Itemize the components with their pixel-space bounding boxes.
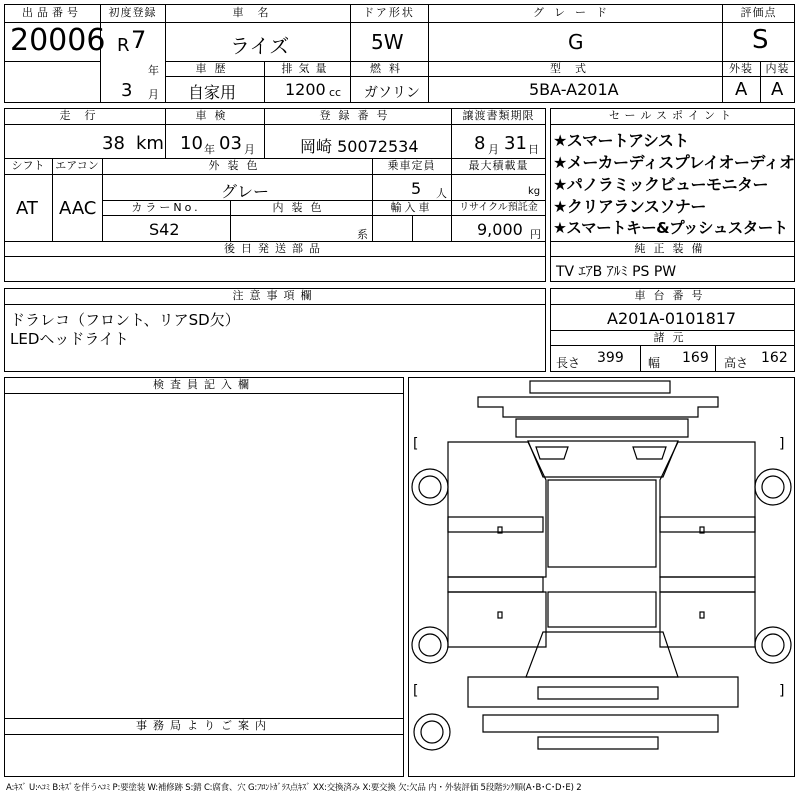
lot-number: 20006 bbox=[10, 23, 106, 58]
mileage-label: 走行 bbox=[59, 109, 110, 122]
month-unit: 月 bbox=[148, 88, 159, 101]
inspection-month-unit: 月 bbox=[244, 143, 255, 156]
recycle-label: リサイクル預託金 bbox=[459, 202, 538, 213]
interior-color-unit: 系 bbox=[357, 228, 368, 241]
exterior-label: 外装 bbox=[729, 62, 753, 75]
mileage-unit: km bbox=[136, 133, 164, 154]
width: 169 bbox=[682, 350, 709, 366]
ac-label: エアコン bbox=[55, 159, 99, 172]
history-label: 車歴 bbox=[195, 62, 234, 75]
sales-point-item: ★クリアランスソナー bbox=[553, 197, 706, 216]
displacement-label: 排気量 bbox=[281, 62, 333, 75]
sales-point-item: ★メーカーディスプレイオーディオ bbox=[553, 153, 795, 172]
recycle-unit: 円 bbox=[530, 228, 541, 241]
max-load-unit: kg bbox=[528, 186, 541, 197]
grade: G bbox=[568, 30, 584, 54]
length: 399 bbox=[597, 350, 624, 366]
bracket-right-bottom: ] bbox=[779, 683, 785, 699]
notes-line: ドラレコ（フロント、リアSD欠） bbox=[10, 311, 240, 329]
registration-month: 3 bbox=[121, 80, 133, 101]
transfer-day-unit: 日 bbox=[528, 143, 539, 156]
notes-line: LEDヘッドライト bbox=[10, 330, 129, 348]
capacity: 5 bbox=[411, 179, 422, 198]
bracket-right-top: ] bbox=[779, 436, 785, 452]
transfer-month: 8 bbox=[474, 133, 486, 154]
registration-number: 岡崎 50072534 bbox=[300, 137, 419, 156]
model-code: 5BA-A201A bbox=[529, 80, 619, 99]
year-unit: 年 bbox=[148, 64, 159, 77]
registration-number-label: 登録番号 bbox=[319, 109, 396, 122]
equipment-label: 純正装備 bbox=[634, 242, 711, 255]
inspection-year-unit: 年 bbox=[204, 143, 215, 156]
import-label: 輸入車 bbox=[390, 201, 433, 214]
displacement: 1200 bbox=[285, 80, 326, 99]
equipment: TV ｴｱB ｱﾙﾐ PS PW bbox=[556, 264, 677, 280]
exterior-grade: A bbox=[735, 79, 748, 100]
ac: AAC bbox=[59, 198, 97, 219]
grade-label: グレード bbox=[533, 6, 617, 19]
interior-label: 内装 bbox=[765, 62, 790, 75]
door-type: 5W bbox=[371, 30, 404, 54]
fuel-label: 燃料 bbox=[370, 62, 408, 75]
score: S bbox=[752, 25, 769, 55]
color-number-label: カラーNo. bbox=[131, 201, 201, 214]
era: R bbox=[117, 35, 130, 56]
capacity-label: 乗車定員 bbox=[387, 159, 436, 172]
sales-points-label: セールスポイント bbox=[608, 109, 736, 122]
damage-legend: A:ｷｽﾞ U:ﾍｺﾐ B:ｷｽﾞを伴うﾍｺﾐ P:要塗装 W:補修跡 S:錆 C:腐食、穴 G:ﾌﾛﾝﾄｶﾞﾗｽ点ｷｽﾞ XX:交換済み X:要交換 欠:欠品 内・外装評価 5段階ﾗﾝｸ順(A･B･C･D･E) 2 bbox=[6, 783, 582, 793]
interior-grade: A bbox=[771, 79, 784, 100]
score-label: 評価点 bbox=[740, 6, 777, 19]
history: 自家用 bbox=[188, 83, 237, 102]
shift-label: シフト bbox=[11, 159, 45, 172]
inspection-month: 03 bbox=[219, 133, 242, 154]
office-notice-label: 事務局よりご案内 bbox=[136, 719, 272, 732]
max-load-label: 最大積載量 bbox=[468, 159, 529, 172]
car-name-label: 車名 bbox=[232, 6, 283, 19]
sales-point-item: ★スマートキー&プッシュスタート bbox=[553, 219, 788, 237]
transfer-day: 31 bbox=[504, 133, 527, 154]
width-label: 幅 bbox=[648, 356, 661, 370]
height-label: 高さ bbox=[724, 356, 749, 370]
transfer-month-unit: 月 bbox=[488, 143, 499, 156]
inspection-label: 車検 bbox=[195, 109, 234, 122]
notes-label: 注意事項欄 bbox=[232, 289, 318, 302]
chassis-number: A201A-0101817 bbox=[607, 309, 737, 328]
color-number: S42 bbox=[149, 220, 180, 239]
inspection-year: 10 bbox=[180, 133, 203, 154]
shift: AT bbox=[16, 198, 38, 219]
bracket-left-bottom: [ bbox=[413, 683, 419, 699]
lot-number-label: 出品番号 bbox=[22, 6, 82, 19]
sales-point-item: ★パノラミックビューモニター bbox=[553, 175, 769, 194]
bracket-left-top: [ bbox=[413, 436, 419, 452]
inspector-notes-block bbox=[4, 377, 404, 777]
sales-point-item: ★スマートアシスト bbox=[553, 131, 689, 150]
displacement-unit: cc bbox=[329, 86, 342, 99]
mileage: 38 bbox=[102, 133, 125, 154]
transfer-deadline-label: 譲渡書類期限 bbox=[462, 109, 535, 122]
registration-year: 7 bbox=[131, 26, 147, 54]
interior-color-label: 内装色 bbox=[272, 201, 330, 214]
height: 162 bbox=[761, 350, 788, 366]
specs-label: 諸元 bbox=[653, 331, 692, 344]
inspector-notes-label: 検査員記入欄 bbox=[153, 378, 255, 391]
recycle-deposit: 9,000 bbox=[477, 220, 523, 239]
chassis-number-label: 車台番号 bbox=[634, 289, 711, 302]
length-label: 長さ bbox=[556, 356, 581, 370]
capacity-unit: 人 bbox=[436, 187, 447, 200]
fuel: ガソリン bbox=[364, 85, 420, 101]
later-parts-label: 後日発送部品 bbox=[224, 242, 326, 255]
first-registration-label: 初度登録 bbox=[108, 6, 157, 19]
car-body-diagram bbox=[408, 377, 795, 777]
exterior-color: グレー bbox=[221, 182, 270, 201]
model-label: 型式 bbox=[550, 62, 600, 75]
car-name: ライズ bbox=[230, 34, 290, 58]
exterior-color-label: 外装色 bbox=[208, 159, 266, 172]
door-type-label: ドア形状 bbox=[363, 6, 415, 19]
